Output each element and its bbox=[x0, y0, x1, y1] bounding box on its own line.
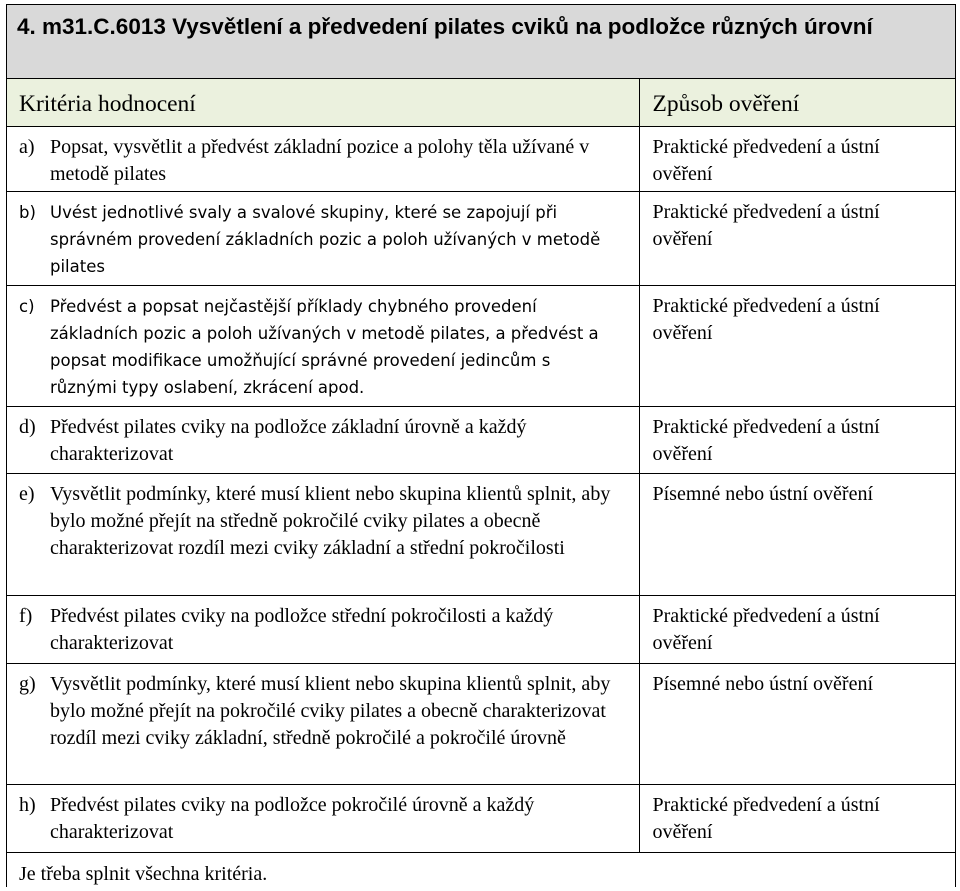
table-row bbox=[7, 663, 955, 784]
table-row bbox=[7, 406, 955, 473]
table-row bbox=[7, 126, 955, 191]
table-row bbox=[7, 285, 955, 406]
title-bar bbox=[7, 5, 955, 79]
method-e: Písemné nebo ústní ověření bbox=[652, 482, 874, 505]
footer-note: Je třeba splnit všechna kritéria. bbox=[19, 862, 268, 885]
criterion-a: a) Popsat, vysvětlit a předvést základní pozice a polohy těla užívané v metodě pilates bbox=[19, 135, 590, 185]
footer-row bbox=[7, 852, 955, 888]
criterion-e: e) Vysvětlit podmínky, které musí klient nebo skupina klientů splnit, aby bylo možné přejít na středně pokročilé cviky pilates a obecně charakterizovat rozdíl mezi cviky základní a střední pokročilosti bbox=[19, 482, 611, 559]
table-row bbox=[7, 191, 955, 285]
method-f: Praktické předvedení a ústní ověření bbox=[652, 604, 880, 654]
method-b: Praktické předvedení a ústní ověření bbox=[652, 200, 880, 250]
method-column-header: Způsob ověření bbox=[639, 79, 955, 126]
criteria-document bbox=[6, 4, 956, 887]
method-d: Praktické předvedení a ústní ověření bbox=[652, 415, 880, 465]
method-h: Praktické předvedení a ústní ověření bbox=[652, 793, 880, 843]
table-row bbox=[7, 473, 955, 595]
table-row bbox=[7, 595, 955, 663]
criterion-f: f) Předvést pilates cviky na podložce střední pokročilosti a každý charakterizovat bbox=[19, 604, 554, 654]
method-a: Praktické předvedení a ústní ověření bbox=[652, 135, 880, 185]
criterion-g: g) Vysvětlit podmínky, které musí klient nebo skupina klientů splnit, aby bylo možné přejít na pokročilé cviky pilates a obecně charakterizovat rozdíl mezi cviky základní, středně pokročilé a pokročilé úrovně bbox=[19, 672, 611, 749]
page-title: 4. m31.C.6013 Vysvětlení a předvedení pilates cviků na podložce různých úrovní bbox=[17, 14, 873, 39]
method-c: Praktické předvedení a ústní ověření bbox=[652, 294, 880, 344]
criteria-table bbox=[7, 79, 955, 888]
criterion-c: c) Předvést a popsat nejčastější příklady chybného provedení základních pozic a poloh užívaných v metodě pilates, a předvést a popsat modifikace umožňující správné provedení jedincům s různými typy oslabení, zkrácení apod. bbox=[19, 296, 599, 397]
method-g: Písemné nebo ústní ověření bbox=[652, 672, 874, 695]
table-row bbox=[7, 784, 955, 852]
table-header-row bbox=[7, 79, 955, 126]
criteria-column-header: Kritéria hodnocení bbox=[7, 79, 639, 126]
criterion-b: b) Uvést jednotlivé svaly a svalové skupiny, které se zapojují při správném provedení základních pozic a poloh užívaných v metodě pilates bbox=[19, 202, 601, 276]
criterion-h: h) Předvést pilates cviky na podložce pokročilé úrovně a každý charakterizovat bbox=[19, 793, 535, 843]
criterion-d: d) Předvést pilates cviky na podložce základní úrovně a každý charakterizovat bbox=[19, 415, 527, 465]
